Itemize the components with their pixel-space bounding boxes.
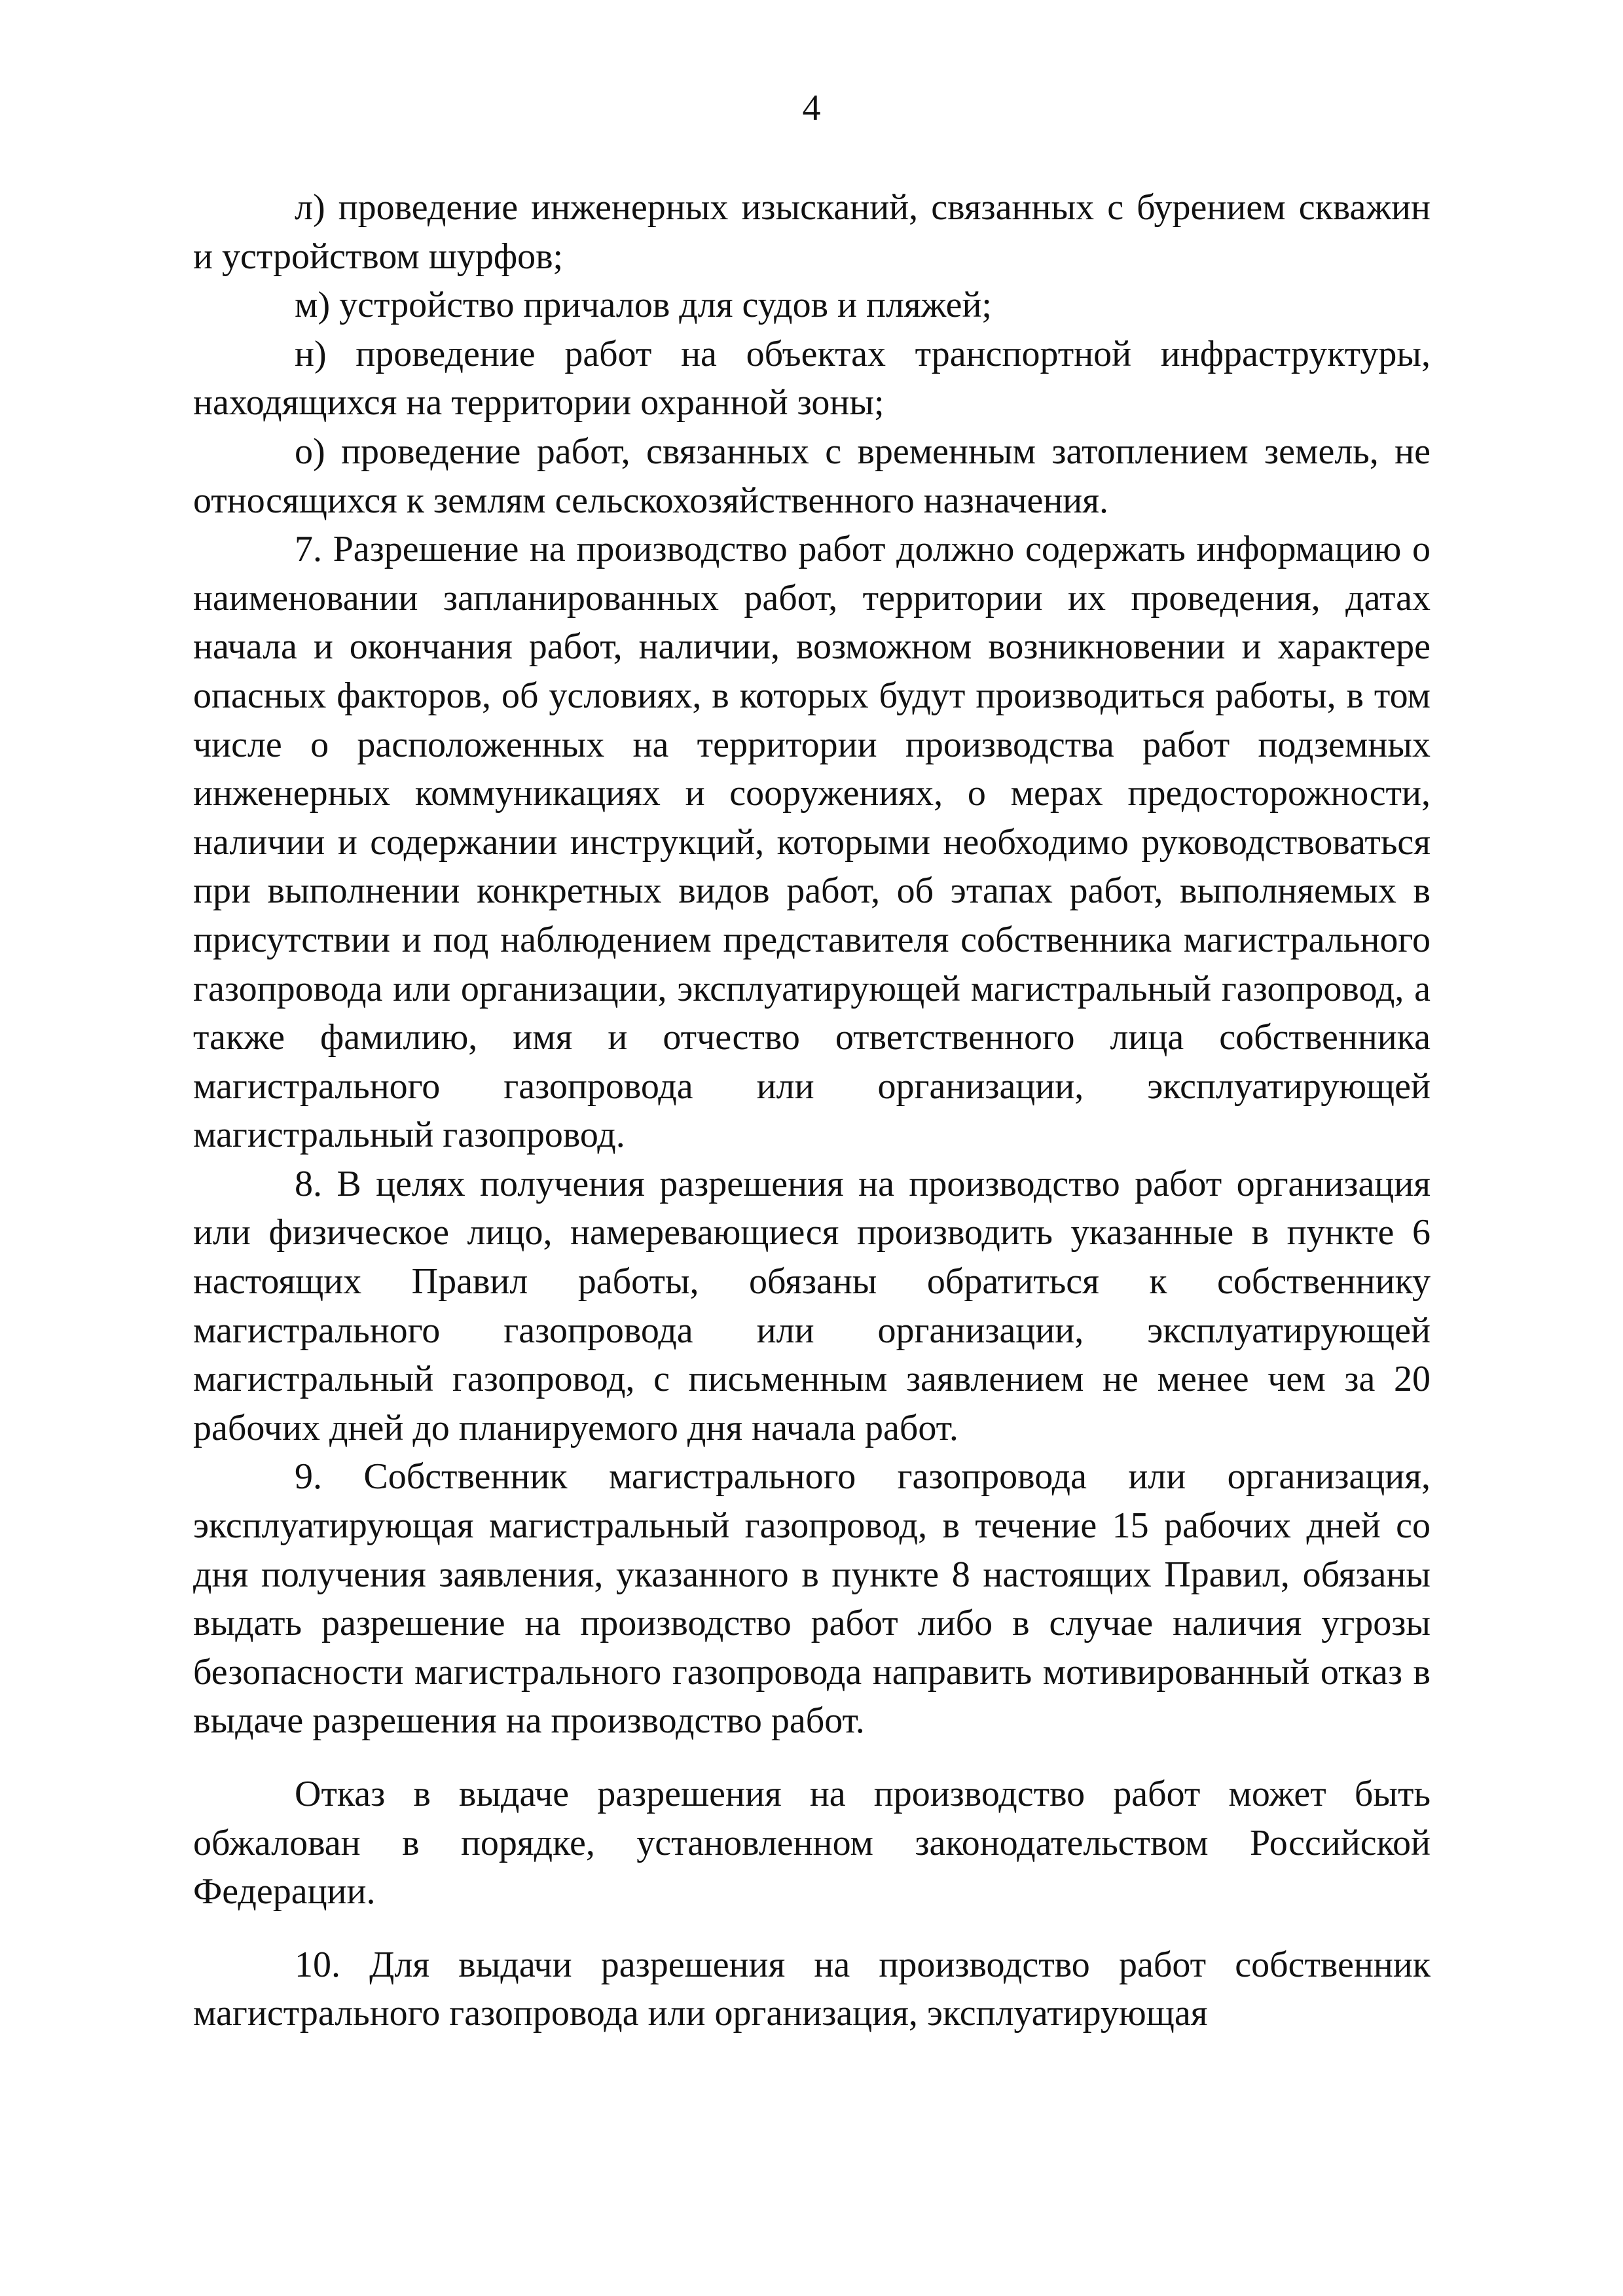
paragraph-9: 9. Собственник магистрального газопровода или организация, эксплуатирующая магистральный газопровод, в течение 15 рабочих дней со дня получения заявления, указанного в пункте 8 настоящих Правил, обязаны выдать разрешение на производство работ либо в случае наличия угрозы безопасности магистрального газопровода направить мотивированный отказ в выдаче разрешения на производство работ.	[193, 1456, 1431, 1742]
body-text	[193, 183, 1431, 2038]
paragraph-8: 8. В целях получения разрешения на производство работ организация или физическое лицо, намеревающиеся производить указанные в пункте 6 настоящих Правил работы, обязаны обратиться к собственнику магистрального газопровода или организации, эксплуатирующей магистральный газопровод, с письменным заявлением не менее чем за 20 рабочих дней до планируемого дня начала работ.	[193, 1163, 1431, 1448]
paragraph-m: м) устройство причалов для судов и пляжей;	[295, 285, 992, 326]
page-number: 4	[802, 88, 821, 128]
paragraph-refusal-appeal: Отказ в выдаче разрешения на производство работ может быть обжалован в порядке, установленном законодательством Российской Федерации.	[193, 1774, 1431, 1912]
paragraph-l: л) проведение инженерных изысканий, связанных с бурением скважин и устройством шурфов;	[193, 187, 1431, 277]
paragraph-7: 7. Разрешение на производство работ должно содержать информацию о наименовании запланированных работ, территории их проведения, датах начала и окончания работ, наличии, возможном возникновении и характере опасных факторов, об условиях, в которых будут производиться работы, в том числе о расположенных на территории производства работ подземных инженерных коммуникациях и сооружениях, о мерах предосторожности, наличии и содержании инструкций, которыми необходимо руководствоваться при выполнении конкретных видов работ, об этапах работ, выполняемых в присутствии и под наблюдением представителя собственника магистрального газопровода или организации, эксплуатирующей магистральный газопровод, а также фамилию, имя и отчество ответственного лица собственника магистрального газопровода или организации, эксплуатирующей магистральный газопровод.	[193, 529, 1431, 1156]
paragraph-10: 10. Для выдачи разрешения на производство работ собственник магистрального газопровода или организация, эксплуатирующая	[193, 1944, 1431, 2034]
paragraph-o: о) проведение работ, связанных с временным затоплением земель, не относящихся к землям сельскохозяйственного назначения.	[193, 431, 1431, 521]
paragraph-n: н) проведение работ на объектах транспортной инфраструктуры, находящихся на территории охранной зоны;	[193, 333, 1431, 423]
